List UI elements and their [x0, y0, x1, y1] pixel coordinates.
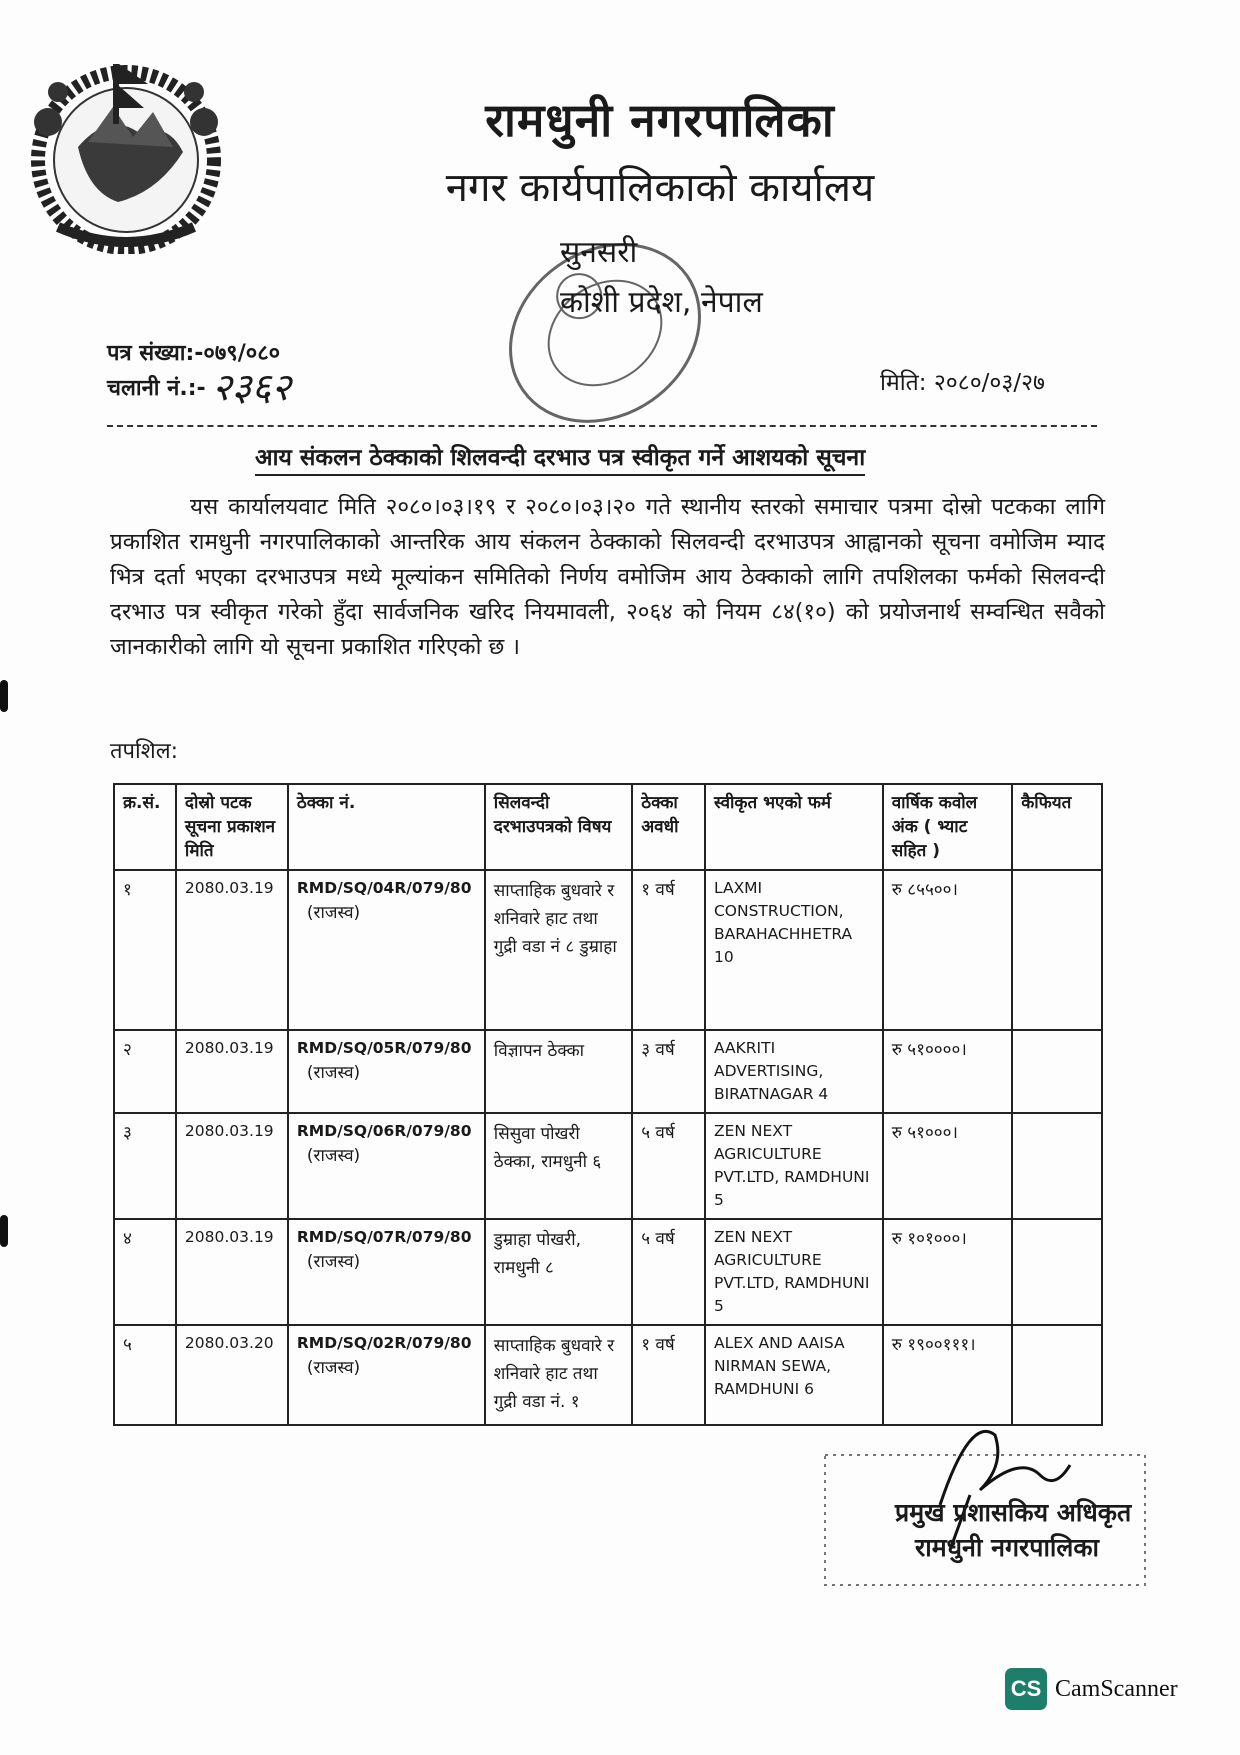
cell-contract	[288, 1030, 485, 1113]
col-header-sn: क्र.सं.	[114, 784, 176, 870]
contract-type: (राजस्व)	[306, 1252, 361, 1272]
signatory-title: प्रमुख प्रशासकिय अधिकृत	[895, 1498, 1132, 1527]
nepal-emblem-icon	[18, 52, 240, 254]
cell-subject: विज्ञापन ठेक्का	[485, 1030, 632, 1113]
cell-contract	[288, 1219, 485, 1325]
cell-date: 2080.03.19	[176, 1219, 288, 1325]
cell-contract	[288, 1325, 485, 1425]
cell-contract	[288, 870, 485, 1030]
contract-type: (राजस्व)	[306, 1146, 361, 1166]
scan-edge-mark	[0, 1215, 8, 1247]
cell-sn: १	[114, 870, 176, 1030]
org-name: रामधुनी नगरपालिका	[485, 93, 835, 147]
cell-contract	[288, 1113, 485, 1219]
cell-sn: ४	[114, 1219, 176, 1325]
table-row	[114, 1219, 1102, 1325]
notice-body: यस कार्यालयवाट मिति २०८०।०३।१९ र २०८०।०३।२० गते स्थानीय स्तरको समाचार पत्रमा दोस्रो पटकका लागि प्रकाशित रामधुनी नगरपालिकाको आन्तरिक आय संकलन ठेक्काको सिलवन्दी दरभाउपत्र आह्वानको सूचना वमोजिम म्याद भित्र दर्ता भएका दरभाउपत्र मध्ये मूल्यांकन समितिको निर्णय वमोजिम आय ठेक्काको लागि तपशिलका फर्मको सिलवन्दी दरभाउ पत्र स्वीकृत गरेको हुँदा सार्वजनिक खरिद नियमावली, २०६४ को नियम ८४(१०) को प्रयोजनार्थ सम्वन्धित सवैको जानकारीको लागि यो सूचना प्रकाशित गरिएको छ ।	[110, 494, 1105, 660]
letter-number: पत्र संख्या:-०७९/०८०	[107, 341, 281, 366]
col-header-remarks: कैफियत	[1012, 784, 1102, 870]
cell-duration: ३ वर्ष	[632, 1030, 705, 1113]
cell-firm: ALEX AND AAISA NIRMAN SEWA, RAMDHUNI 6	[705, 1325, 883, 1425]
cell-amount: रु ५१०००।	[883, 1113, 1012, 1219]
cell-sn: २	[114, 1030, 176, 1113]
cell-date: 2080.03.19	[176, 870, 288, 1030]
table-header-row	[114, 784, 1102, 870]
camscanner-watermark	[1005, 1668, 1178, 1710]
contract-type: (राजस्व)	[306, 1063, 361, 1083]
contract-type: (राजस्व)	[306, 903, 361, 923]
contract-number: RMD/SQ/05R/079/80	[296, 1039, 472, 1057]
office-name: नगर कार्यपालिकाको कार्यालय	[445, 165, 875, 211]
cell-amount: रु १९००१११।	[883, 1325, 1012, 1425]
cell-remarks	[1012, 1030, 1102, 1113]
col-header-amount: वार्षिक कवोल अंक ( भ्याट सहित )	[883, 784, 1012, 870]
cell-firm: AAKRITI ADVERTISING, BIRATNAGAR 4	[705, 1030, 883, 1113]
cell-sn: ३	[114, 1113, 176, 1219]
col-header-duration: ठेक्का अवधी	[632, 784, 705, 870]
cell-duration: १ वर्ष	[632, 870, 705, 1030]
contract-type: (राजस्व)	[306, 1358, 361, 1378]
col-header-subject: सिलवन्दी दरभाउपत्रको विषय	[485, 784, 632, 870]
cell-remarks	[1012, 1113, 1102, 1219]
cell-subject: डुम्राहा पोखरी, रामधुनी ८	[485, 1219, 632, 1325]
cell-sn: ५	[114, 1325, 176, 1425]
cell-firm: ZEN NEXT AGRICULTURE PVT.LTD, RAMDHUNI 5	[705, 1219, 883, 1325]
cell-subject: साप्ताहिक बुधवारे र शनिवारे हाट तथा गुद्री वडा नं. १	[485, 1325, 632, 1425]
table-row	[114, 870, 1102, 1030]
header-divider	[107, 425, 1097, 427]
cell-remarks	[1012, 1219, 1102, 1325]
cell-date: 2080.03.19	[176, 1113, 288, 1219]
cell-firm: ZEN NEXT AGRICULTURE PVT.LTD, RAMDHUNI 5	[705, 1113, 883, 1219]
camscanner-logo-icon: CS	[1005, 1668, 1047, 1710]
cell-subject: सिसुवा पोखरी ठेक्का, रामधुनी ६	[485, 1113, 632, 1219]
dispatch-number: २३६२	[212, 365, 292, 409]
letter-date: मिति: २०८०/०३/२७	[880, 370, 1046, 396]
scan-edge-mark	[0, 680, 8, 712]
district-name: सुनसरी	[560, 235, 638, 270]
contract-number: RMD/SQ/02R/079/80	[296, 1334, 472, 1352]
cell-duration: ५ वर्ष	[632, 1113, 705, 1219]
cell-duration: ५ वर्ष	[632, 1219, 705, 1325]
dispatch-label: चलानी नं.:-	[107, 376, 206, 401]
col-header-contract-no: ठेक्का नं.	[288, 784, 485, 870]
contract-number: RMD/SQ/07R/079/80	[296, 1228, 472, 1246]
table-row	[114, 1030, 1102, 1113]
details-label: तपशिल:	[110, 739, 179, 764]
col-header-firm: स्वीकृत भएको फर्म	[705, 784, 883, 870]
cell-amount: रु १०१०००।	[883, 1219, 1012, 1325]
cell-duration: १ वर्ष	[632, 1325, 705, 1425]
cell-amount: रु ८५५००।	[883, 870, 1012, 1030]
cell-amount: रु ५१००००।	[883, 1030, 1012, 1113]
contract-table	[113, 783, 1103, 1426]
camscanner-text: CamScanner	[1055, 1675, 1178, 1702]
cell-date: 2080.03.20	[176, 1325, 288, 1425]
notice-subject: आय संकलन ठेक्काको शिलवन्दी दरभाउ पत्र स्वीकृत गर्ने आशयको सूचना	[255, 440, 865, 476]
cell-date: 2080.03.19	[176, 1030, 288, 1113]
contract-number: RMD/SQ/04R/079/80	[296, 879, 472, 897]
contract-number: RMD/SQ/06R/079/80	[296, 1122, 472, 1140]
cell-subject: साप्ताहिक बुधवारे र शनिवारे हाट तथा गुद्री वडा नं ८ डुम्राहा	[485, 870, 632, 1030]
col-header-publish-date: दोस्रो पटक सूचना प्रकाशन मिति	[176, 784, 288, 870]
cell-firm: LAXMI CONSTRUCTION, BARAHACHHETRA 10	[705, 870, 883, 1030]
province-name: कोशी प्रदेश, नेपाल	[560, 285, 763, 320]
signatory-org: रामधुनी नगरपालिका	[915, 1533, 1100, 1562]
table-row	[114, 1113, 1102, 1219]
cell-remarks	[1012, 870, 1102, 1030]
